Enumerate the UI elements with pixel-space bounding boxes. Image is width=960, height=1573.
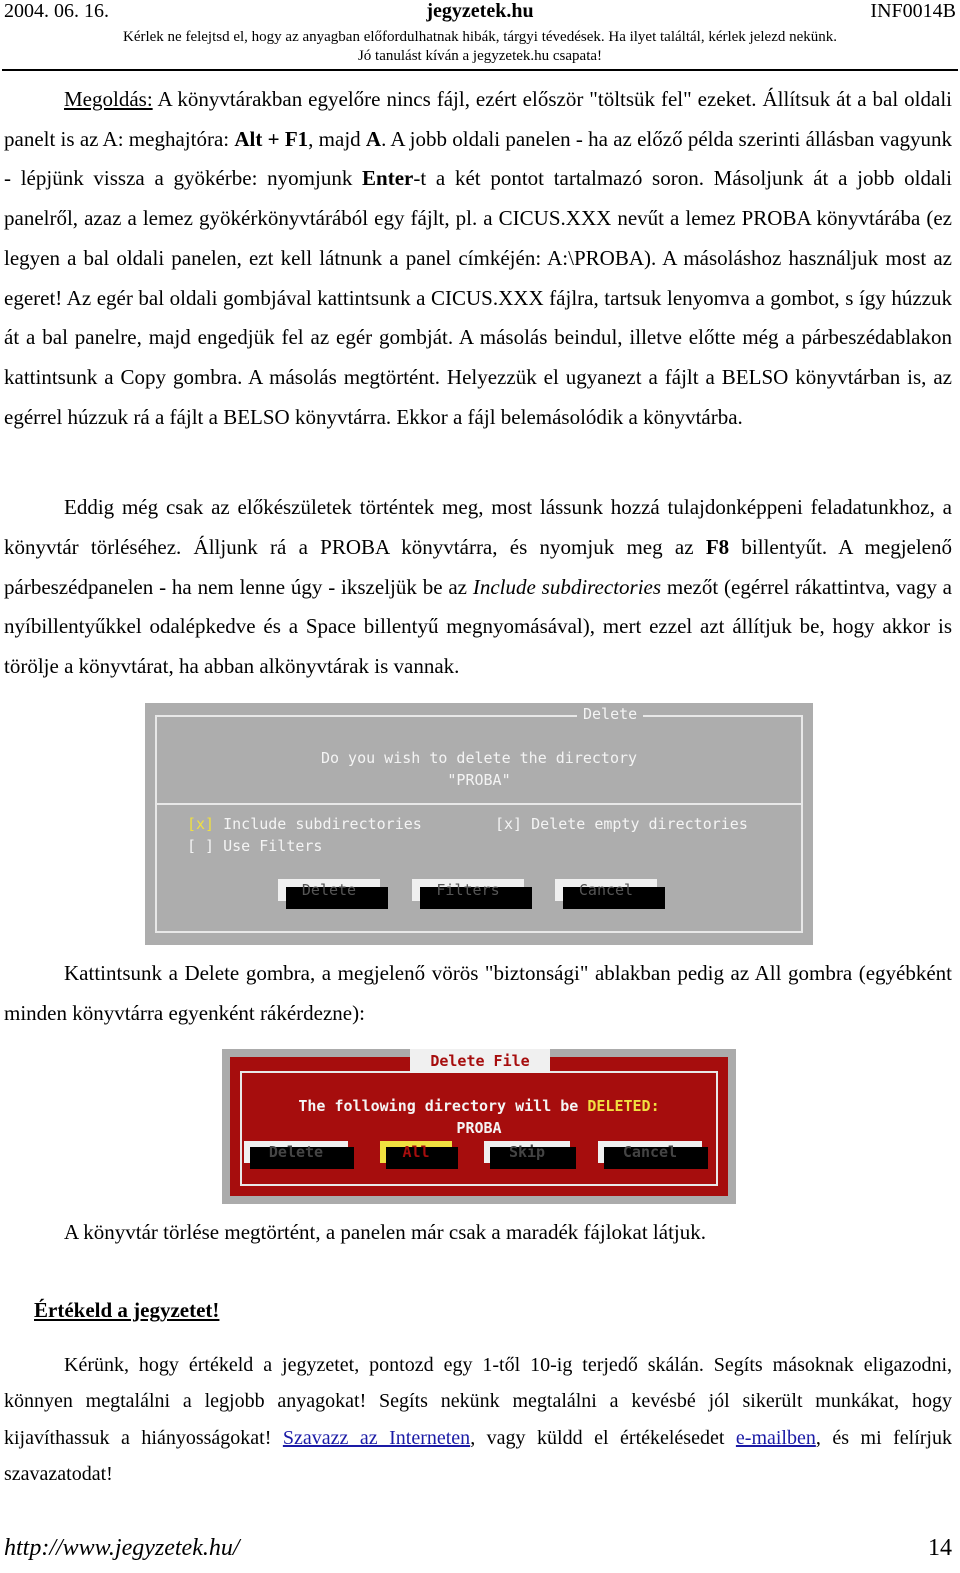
checkbox-label: Use Filters: [223, 837, 323, 855]
rating-heading: Értékeld a jegyzetet!: [34, 1298, 220, 1322]
dialog-buttons: [222, 1049, 736, 1204]
text-run: , vagy küldd el értékelésedet: [470, 1426, 736, 1449]
dialog-separator: [155, 803, 803, 805]
header-notice-line2: Jó tanulást kíván a jegyzetek.hu csapata!: [357, 48, 603, 64]
text-run: -t a két pontot tartalmazó soron. Másoljunk át a jobb oldali panelről, azaz a lemez gyökérkönyvtárából egy fájlt, pl. a CICUS.XXX nevűt a lemez PROBA könyvtárába (ez legyen a bal oldali panelen, ezt kell látnunk a panel címkéjén: A:\PROBA). A másoláshoz használjuk most az egeret! Az egér bal oldali gombjával kattintsunk a CICUS.XXX fájlra, tartsuk lenyomva a gombot, s így húzzuk át a bal panelre, majd engedjük fel az egér gombját. A másolás beindul, illetve előtte még a párbeszédablakon kattintsunk a Copy gombra. A másolás megtörtént. Helyezzük el ugyanezt a fájlt a BELSO könyvtárban is, az egérrel húzzuk rá a fájlt a BELSO könyvtárra. Ekkor a fájl belemásolódik a könyvtárba.: [4, 166, 952, 429]
dialog-title: Delete: [577, 705, 643, 723]
paragraph-solution: [4, 80, 952, 437]
vote-online-link[interactable]: Szavazz az Interneten: [282, 1426, 471, 1449]
key-alt-f1: Alt + F1: [234, 126, 309, 151]
filters-button[interactable]: Filters: [412, 879, 524, 901]
paragraph-delete-intro: [4, 488, 952, 687]
dialog-target: "PROBA": [447, 771, 511, 789]
email-link[interactable]: e-mailben: [735, 1426, 816, 1449]
delete-dialog-screenshot: [145, 703, 813, 945]
solution-label: Megoldás:: [64, 87, 153, 111]
page-header: [0, 0, 960, 72]
all-button[interactable]: All: [380, 1141, 452, 1163]
skip-button[interactable]: Skip: [484, 1141, 570, 1163]
text-run: A könyvtárakban egyelőre nincs fájl, ezért először "töltsük fel" ezeket. Állítsuk át a bal oldali panelt is az A: meghajtóra:: [4, 87, 952, 151]
message-text: The following directory will be: [298, 1097, 588, 1115]
page-number: 14: [928, 1535, 952, 1561]
dialog-title: Delete File: [410, 1049, 550, 1073]
key-f8: F8: [705, 534, 730, 559]
delete-button[interactable]: Delete: [244, 1141, 348, 1163]
text-run: , majd: [308, 126, 366, 151]
include-subdirectories-checkbox[interactable]: [187, 815, 422, 833]
checkbox-state: [x]: [187, 815, 224, 833]
use-filters-checkbox[interactable]: [187, 837, 322, 855]
checkbox-label: Include subdirectories: [223, 815, 422, 833]
header-divider: [2, 69, 958, 71]
delete-file-dialog-screenshot: [222, 1049, 736, 1204]
option-name: Include subdirectories: [472, 574, 662, 599]
footer-url: http://www.jegyzetek.hu/: [4, 1535, 240, 1561]
checkbox-state: [x]: [495, 815, 532, 833]
key-a: A: [365, 126, 382, 151]
header-doc-code: INF0014B: [870, 0, 956, 22]
header-date: 2004. 06. 16.: [4, 0, 109, 22]
paragraph-rating: [4, 1347, 952, 1492]
checkbox-state: [ ]: [187, 837, 224, 855]
cancel-button[interactable]: Cancel: [598, 1141, 702, 1163]
paragraph-deletion-done: [4, 1214, 952, 1250]
text-run: billentyűt. A megjelenő párbeszédpanelen - ha nem lenne úgy - ikszeljük be az: [4, 534, 953, 599]
checkbox-label: Delete empty directories: [531, 815, 748, 833]
text-run: Eddig még csak az előkészületek történtek meg, most lássunk hozzá tulajdonképpeni feladatunkhoz, a könyvtár törléséhez. Álljunk rá a PROBA könyvtárra, és nyomjuk meg az: [4, 495, 952, 559]
message-highlight: DELETED:: [587, 1097, 660, 1115]
key-enter: Enter: [362, 166, 414, 191]
delete-button[interactable]: Delete: [278, 879, 380, 901]
delete-empty-directories-checkbox[interactable]: [495, 815, 748, 833]
paragraph-click-delete: [4, 954, 952, 1033]
header-site-name: jegyzetek.hu: [426, 0, 534, 22]
header-notice-line1: Kérlek ne felejtsd el, hogy az anyagban előfordulhatnak hibák, tárgyi tévedések. Ha ilyet találtál, kérlek jelezd nekünk.: [122, 29, 838, 45]
text-run: . A jobb oldali panelen - ha az előző példa szerinti állásban vagyunk - lépjünk vissza a gyökérbe: nyomjunk: [4, 126, 952, 191]
text-run: Kérünk, hogy értékeld a jegyzetet, pontozd egy 1-től 10-ig terjedő skálán. Segíts másoknak eligazodni, könnyen megtalálni a legjobb anyagokat! Segíts nekünk megtalálni a kevésbé jól sikerült munkákat, hogy kijavíthassuk a hiányosságokat!: [4, 1354, 952, 1449]
text-run: Kattintsunk a Delete gombra, a megjelenő vörös "biztonsági" ablakban pedig az All gombra (egyébként minden könyvtárra egyenként rákérdezne):: [4, 961, 952, 1025]
text-run: , és mi felírjuk szavazatodat!: [4, 1426, 952, 1485]
cancel-button[interactable]: Cancel: [555, 879, 657, 901]
text-run: A könyvtár törlése megtörtént, a panelen már csak a maradék fájlokat látjuk.: [64, 1220, 707, 1244]
text-run: mezőt (egérrel rákattintva, vagy a nyíbillentyűkkel odalépkedve és a Space billentyű megnyomásával), mert ezzel azt állítjuk be, hogy akkor is törölje a könyvtárat, ha abban alkönyvtárak is vannak.: [4, 574, 952, 679]
dialog-message: Do you wish to delete the directory: [320, 749, 638, 767]
dialog-target: PROBA: [456, 1119, 502, 1137]
